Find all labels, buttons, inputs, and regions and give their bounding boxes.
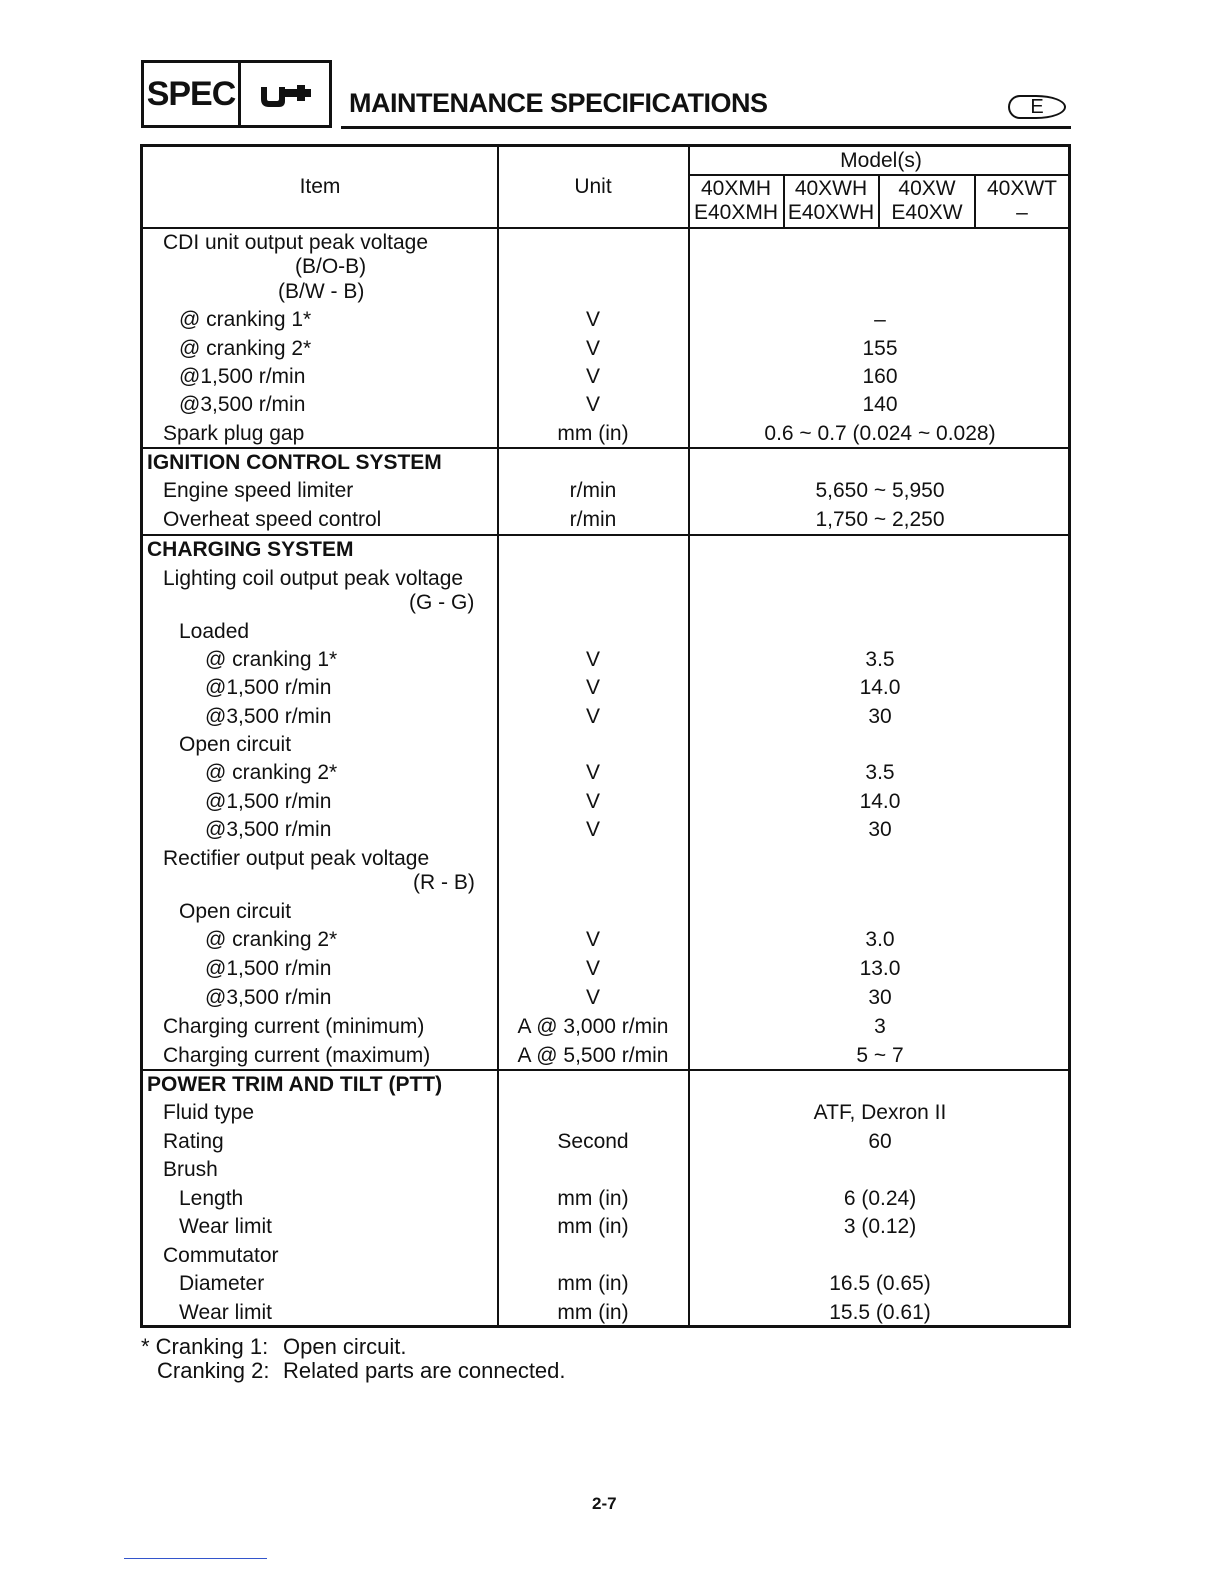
row-item: Rating bbox=[163, 1130, 224, 1153]
row-item: Open circuit bbox=[179, 733, 292, 756]
row-unit: r/min bbox=[569, 479, 617, 502]
col-header-unit: Unit bbox=[574, 175, 612, 198]
row-value: 5,650 ~ 5,950 bbox=[815, 479, 945, 502]
row-unit: V bbox=[585, 648, 601, 671]
model-divider-3 bbox=[974, 175, 976, 227]
row-item: @1,500 r/min bbox=[205, 676, 332, 699]
row-value: 60 bbox=[868, 1130, 892, 1153]
row-item: Loaded bbox=[179, 620, 250, 643]
model-cell: – bbox=[1016, 201, 1028, 224]
section-heading: CHARGING SYSTEM bbox=[147, 538, 354, 561]
row-value: 3 bbox=[874, 1015, 886, 1038]
row-unit: A @ 3,000 r/min bbox=[517, 1015, 669, 1038]
row-item: Commutator bbox=[163, 1244, 279, 1267]
row-unit: mm (in) bbox=[557, 1272, 629, 1295]
col-divider-unit bbox=[497, 147, 499, 1325]
section-rule-charging bbox=[143, 534, 1068, 536]
model-divider-1 bbox=[783, 175, 785, 227]
row-unit: V bbox=[585, 761, 601, 784]
model-cell: E40XW bbox=[891, 201, 963, 224]
row-item: (B/O-B) bbox=[295, 255, 367, 278]
model-cell: 40XWT bbox=[986, 177, 1058, 200]
spec-table bbox=[140, 144, 1071, 1328]
page-title: MAINTENANCE SPECIFICATIONS bbox=[349, 88, 768, 118]
row-item: (R - B) bbox=[413, 871, 475, 894]
model-cell: E40XWH bbox=[787, 201, 875, 224]
row-item: @3,500 r/min bbox=[205, 818, 332, 841]
row-value: 6 (0.24) bbox=[843, 1187, 917, 1210]
row-item: Overheat speed control bbox=[163, 508, 382, 531]
row-item: (G - G) bbox=[409, 591, 475, 614]
footnote-1-label: * Cranking 1: bbox=[141, 1334, 269, 1359]
row-item: (B/W - B) bbox=[278, 280, 365, 303]
row-unit: Second bbox=[557, 1130, 629, 1153]
row-item: Engine speed limiter bbox=[163, 479, 354, 502]
row-value: 3.0 bbox=[865, 928, 895, 951]
row-item: Rectifier output peak voltage bbox=[163, 847, 430, 870]
model-cell: E40XMH bbox=[693, 201, 779, 224]
row-value: 30 bbox=[868, 818, 892, 841]
row-item: @ cranking 2* bbox=[179, 337, 312, 360]
row-value: 14.0 bbox=[859, 676, 901, 699]
row-item: @ cranking 1* bbox=[179, 308, 312, 331]
row-unit: V bbox=[585, 986, 601, 1009]
row-item: Length bbox=[179, 1187, 244, 1210]
row-item: Charging current (minimum) bbox=[163, 1015, 425, 1038]
row-value: 5 ~ 7 bbox=[856, 1044, 904, 1067]
section-rule-ptt bbox=[143, 1069, 1068, 1071]
row-unit: V bbox=[585, 308, 601, 331]
language-badge: E bbox=[1008, 95, 1066, 119]
spec-label: SPEC bbox=[141, 60, 241, 128]
row-unit: V bbox=[585, 365, 601, 388]
row-item: Fluid type bbox=[163, 1101, 255, 1124]
row-item: @ cranking 2* bbox=[205, 761, 338, 784]
row-value: 30 bbox=[868, 705, 892, 728]
row-value: – bbox=[874, 308, 886, 331]
row-item: @1,500 r/min bbox=[205, 957, 332, 980]
row-value: 155 bbox=[862, 337, 898, 360]
row-unit: V bbox=[585, 337, 601, 360]
model-cell: 40XW bbox=[898, 177, 956, 200]
row-value: 160 bbox=[862, 365, 898, 388]
row-item: @1,500 r/min bbox=[179, 365, 306, 388]
row-item: @ cranking 2* bbox=[205, 928, 338, 951]
row-item: @3,500 r/min bbox=[179, 393, 306, 416]
row-item: @ cranking 1* bbox=[205, 648, 338, 671]
row-unit: mm (in) bbox=[557, 1215, 629, 1238]
row-value: 0.6 ~ 0.7 (0.024 ~ 0.028) bbox=[764, 422, 996, 445]
row-value: 16.5 (0.65) bbox=[829, 1272, 931, 1295]
row-unit: V bbox=[585, 818, 601, 841]
row-item: Wear limit bbox=[179, 1215, 272, 1238]
model-cell: 40XMH bbox=[700, 177, 772, 200]
row-unit: mm (in) bbox=[557, 1187, 629, 1210]
row-item: CDI unit output peak voltage bbox=[163, 231, 429, 254]
model-divider-2 bbox=[878, 175, 880, 227]
row-item: Brush bbox=[163, 1158, 218, 1181]
row-unit: r/min bbox=[569, 508, 617, 531]
footnote-2-text: Related parts are connected. bbox=[283, 1358, 566, 1383]
row-unit: A @ 5,500 r/min bbox=[517, 1044, 669, 1067]
row-unit: V bbox=[585, 676, 601, 699]
section-icon-box bbox=[238, 60, 332, 128]
row-item: Diameter bbox=[179, 1272, 265, 1295]
footnote-1-text: Open circuit. bbox=[283, 1334, 407, 1359]
header-bottom-rule bbox=[143, 227, 1068, 229]
row-value: 140 bbox=[862, 393, 898, 416]
row-unit: mm (in) bbox=[557, 1301, 629, 1324]
row-value: 3.5 bbox=[865, 648, 895, 671]
row-unit: V bbox=[585, 393, 601, 416]
col-header-item: Item bbox=[299, 175, 341, 198]
row-value: 3.5 bbox=[865, 761, 895, 784]
row-unit: V bbox=[585, 790, 601, 813]
row-item: Spark plug gap bbox=[163, 422, 305, 445]
decorative-rule bbox=[124, 1558, 267, 1559]
page-header bbox=[141, 60, 1071, 132]
row-item: Lighting coil output peak voltage bbox=[163, 567, 464, 590]
row-value: 14.0 bbox=[859, 790, 901, 813]
row-value: ATF, Dexron II bbox=[813, 1101, 947, 1124]
row-unit: V bbox=[585, 928, 601, 951]
row-unit: V bbox=[585, 705, 601, 728]
footnote-2-label: Cranking 2: bbox=[157, 1358, 270, 1383]
section-rule-ignition bbox=[143, 447, 1068, 449]
section-heading: POWER TRIM AND TILT (PTT) bbox=[147, 1073, 443, 1096]
row-value: 15.5 (0.61) bbox=[829, 1301, 931, 1324]
row-value: 3 (0.12) bbox=[843, 1215, 917, 1238]
row-item: Open circuit bbox=[179, 900, 292, 923]
row-item: @3,500 r/min bbox=[205, 986, 332, 1009]
model-cell: 40XWH bbox=[794, 177, 868, 200]
col-divider-models bbox=[688, 147, 690, 1325]
row-value: 1,750 ~ 2,250 bbox=[815, 508, 945, 531]
row-item: Wear limit bbox=[179, 1301, 272, 1324]
row-item: Charging current (maximum) bbox=[163, 1044, 431, 1067]
row-value: 13.0 bbox=[859, 957, 901, 980]
row-item: @1,500 r/min bbox=[205, 790, 332, 813]
models-header-rule bbox=[688, 174, 1068, 176]
col-header-models: Model(s) bbox=[840, 149, 922, 172]
wrench-icon bbox=[259, 81, 315, 111]
title-underline bbox=[341, 126, 1071, 129]
row-unit: mm (in) bbox=[557, 422, 629, 445]
row-value: 30 bbox=[868, 986, 892, 1009]
row-item: @3,500 r/min bbox=[205, 705, 332, 728]
page-number: 2-7 bbox=[592, 1494, 617, 1513]
row-unit: V bbox=[585, 957, 601, 980]
section-heading: IGNITION CONTROL SYSTEM bbox=[147, 451, 442, 474]
